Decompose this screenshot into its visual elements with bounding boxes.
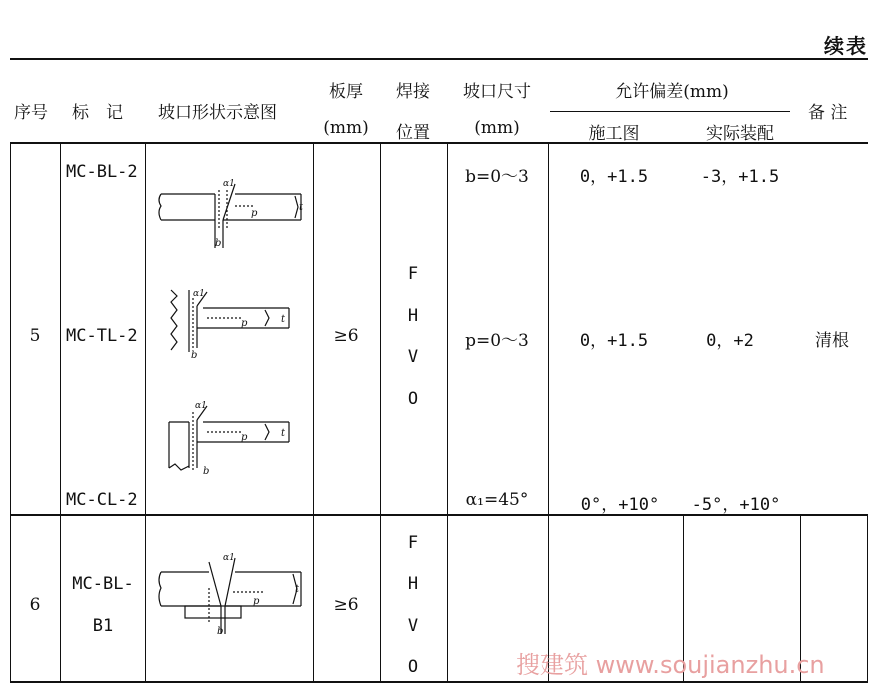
vrule-left <box>10 142 11 682</box>
sketch-label-t: t <box>281 314 286 325</box>
row6-seq: 6 <box>29 595 41 615</box>
table-bottom-rule <box>10 681 868 683</box>
header-thickness: 板厚 <box>329 82 363 102</box>
row5-assembly-1: -3，+1.5 <box>700 167 780 187</box>
sketch-label-alpha: α1 <box>195 401 207 411</box>
row5-mark-tl: MC-TL-2 <box>66 326 138 346</box>
row6-mark-2: B1 <box>92 616 114 636</box>
sketch-t-joint <box>163 284 303 364</box>
row5-mark-bl: MC-BL-2 <box>66 162 138 182</box>
sketch-label-p: p <box>251 208 258 219</box>
sketch-label-t: t <box>299 202 304 213</box>
header-tol-assembly: 实际装配 <box>706 124 774 144</box>
row5-thickness: ≥6 <box>333 326 359 346</box>
sketch-label-b: b <box>215 238 222 249</box>
row5-size-p: p=0～3 <box>465 331 529 351</box>
row6-pos-h: H <box>407 574 419 594</box>
row6-pos-o: O <box>407 657 419 677</box>
header-weld-position-2: 位置 <box>396 123 430 143</box>
row6-pos-v: V <box>407 616 419 636</box>
vrule-5 <box>447 142 448 682</box>
row6-mark-1: MC-BL- <box>72 574 134 594</box>
sketch-label-t: t <box>281 428 286 439</box>
row5-construction-1: 0，+1.5 <box>579 167 649 187</box>
header-seq: 序号 <box>14 103 48 123</box>
row5-size-b: b=0～3 <box>465 167 529 187</box>
vrule-2 <box>145 142 146 682</box>
vrule-4 <box>380 142 381 682</box>
sketch-label-p: p <box>241 432 248 443</box>
header-tol-construction: 施工图 <box>588 124 640 144</box>
table-continued-title: 续表 <box>824 34 868 58</box>
sketch-corner-joint <box>163 398 303 478</box>
row5-pos-f: F <box>407 264 419 284</box>
row5-seq: 5 <box>29 326 41 346</box>
sketch-label-p: p <box>253 596 260 607</box>
sketch-label-b: b <box>217 626 224 637</box>
row5-pos-v: V <box>407 347 419 367</box>
sketch-label-b: b <box>203 466 210 477</box>
header-groove-unit: (mm) <box>474 118 520 138</box>
row6-pos-f: F <box>407 533 419 553</box>
row5-assembly-3: -5°，+10° <box>691 495 781 515</box>
header-tolerance: 允许偏差(mm) <box>615 82 729 102</box>
vrule-3 <box>313 142 314 682</box>
row5-pos-h: H <box>407 306 419 326</box>
row5-construction-3: 0°，+10° <box>580 495 660 515</box>
tolerance-sub-rule <box>550 111 790 112</box>
watermark: 搜建筑 www.soujianzhu.cn <box>516 651 825 679</box>
header-sketch: 坡口形状示意图 <box>158 103 277 123</box>
row5-construction-2: 0，+1.5 <box>579 331 649 351</box>
vrule-6 <box>548 142 549 682</box>
header-weld-position: 焊接 <box>396 82 430 102</box>
row5-pos-o: O <box>407 389 419 409</box>
row5-mark-cl: MC-CL-2 <box>66 490 138 510</box>
row5-size-alpha: α₁=45° <box>465 490 529 510</box>
sketch-label-alpha: α1 <box>223 179 235 189</box>
sketch-label-t: t <box>295 584 300 595</box>
sketch-label-alpha: α1 <box>193 289 205 299</box>
header-mark: 标 记 <box>72 103 123 123</box>
sketch-butt-joint <box>155 176 305 256</box>
header-remark: 备 注 <box>808 103 848 123</box>
vrule-1 <box>60 142 61 682</box>
top-rule <box>10 58 868 60</box>
row6-thickness: ≥6 <box>333 595 359 615</box>
sketch-label-b: b <box>191 350 198 361</box>
sketch-label-p: p <box>241 318 248 329</box>
sketch-label-alpha: α1 <box>223 553 235 563</box>
vrule-right <box>867 514 868 682</box>
row5-assembly-2: 0，+2 <box>706 331 754 351</box>
header-thickness-unit: (mm) <box>323 118 369 138</box>
sketch-butt-joint-backing <box>155 548 305 638</box>
row5-remark: 清根 <box>815 331 849 351</box>
header-groove-size: 坡口尺寸 <box>463 82 531 102</box>
